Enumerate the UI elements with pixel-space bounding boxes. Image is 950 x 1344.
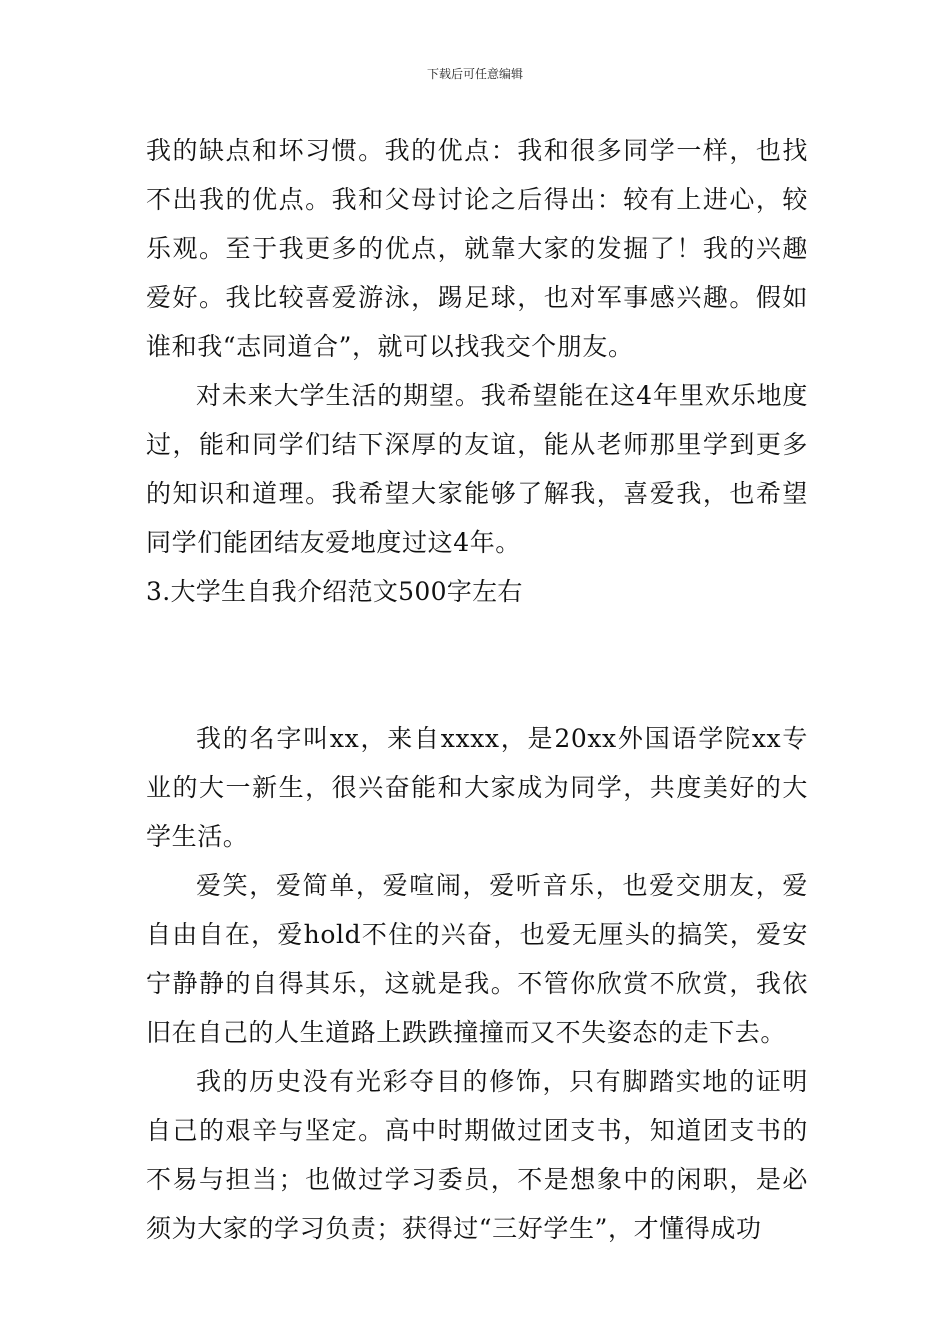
page-header: 下载后可任意编辑 [426,67,523,81]
blank-line [146,616,808,714]
paragraph-self-introduction: 我的名字叫xx，来自xxxx，是20xx外国语学院xx专业的大一新生，很兴奋能和大家成为同学，共度美好的大学生活。 [146,724,808,851]
document-body [146,126,808,1253]
paragraph-personality: 爱笑，爱简单，爱喧闹，爱听音乐，也爱交朋友，爱自由自在，爱hold不住的兴奋，也爱无厘头的搞笑，爱安宁静静的自得其乐，这就是我。不管你欣赏不欣赏，我依旧在自己的人生道路上跌跌撞撞而又不失姿态的走下去。 [146,871,808,1047]
section-heading: 3.大学生自我介绍范文500字左右 [146,577,523,606]
paragraph-strengths-hobbies: 我的缺点和坏习惯。我的优点：我和很多同学一样，也找不出我的优点。我和父母讨论之后得出：较有上进心，较乐观。至于我更多的优点，就靠大家的发掘了！我的兴趣爱好。我比较喜爱游泳，踢足球，也对军事感兴趣。假如谁和我“志同道合”，就可以找我交个朋友。 [146,136,808,361]
paragraph-college-expectations: 对未来大学生活的期望。我希望能在这4年里欢乐地度过，能和同学们结下深厚的友谊，能从老师那里学到更多的知识和道理。我希望大家能够了解我，喜爱我，也希望同学们能团结友爱地度过这4年。 [146,381,808,557]
paragraph-experience: 我的历史没有光彩夺目的修饰，只有脚踏实地的证明自己的艰辛与坚定。高中时期做过团支书，知道团支书的不易与担当；也做过学习委员，不是想象中的闲职，是必须为大家的学习负责；获得过“三好学生”，才懂得成功 [146,1067,808,1243]
